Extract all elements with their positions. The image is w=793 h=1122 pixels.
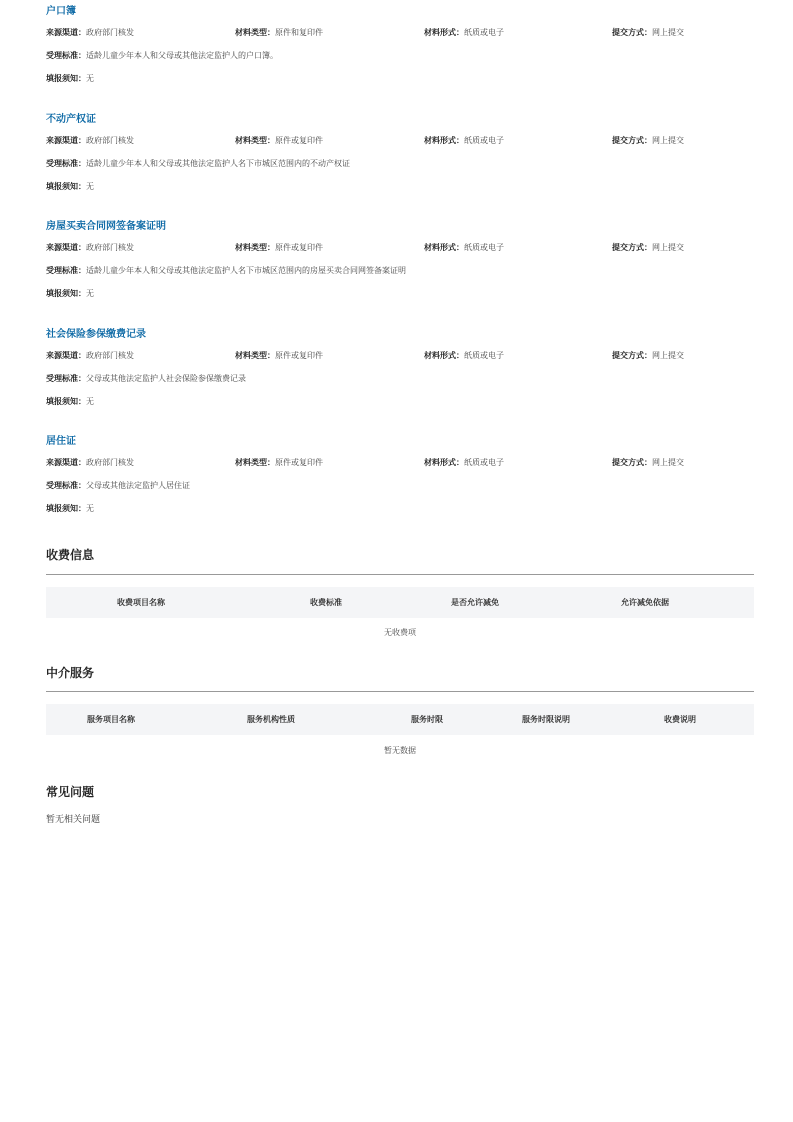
type-field [235, 349, 323, 362]
form-field [424, 456, 504, 469]
notice-value: 无 [86, 504, 94, 513]
standard-label: 受理标准： [46, 481, 86, 490]
form-field [424, 134, 504, 147]
source-field [46, 456, 134, 469]
source-value: 政府部门核发 [86, 350, 134, 360]
form-value: 纸质或电子 [464, 458, 504, 467]
standard-row [46, 372, 246, 385]
source-value: 政府部门核发 [86, 135, 134, 145]
fees-table-header [46, 587, 754, 618]
submit-label: 提交方式： [612, 350, 652, 360]
notice-label: 填报须知： [46, 74, 86, 83]
standard-row [46, 157, 350, 170]
fees-divider [46, 574, 754, 575]
notice-label: 填报须知： [46, 289, 86, 298]
agency-col-header: 服务机构性质 [247, 715, 295, 724]
notice-label: 填报须知： [46, 181, 86, 191]
form-field [424, 26, 504, 39]
material-item [46, 430, 754, 538]
form-field [424, 241, 504, 254]
fees-empty-text: 无收费项 [384, 628, 416, 637]
type-value: 原件或复印件 [275, 135, 323, 145]
standard-value: 适龄儿童少年本人和父母或其他法定监护人名下市城区范围内的不动产权证 [86, 158, 350, 168]
submit-label: 提交方式： [612, 243, 652, 252]
agency-col-header: 服务时限 [411, 715, 443, 724]
material-item [46, 108, 754, 216]
standard-value: 适龄儿童少年本人和父母或其他法定监护人的户口簿。 [86, 51, 278, 60]
agency-col-header: 收费说明 [664, 715, 696, 724]
source-value: 政府部门核发 [86, 243, 134, 252]
submit-value: 网上提交 [652, 28, 684, 37]
submit-value: 网上提交 [652, 243, 684, 252]
material-item [46, 0, 754, 108]
material-meta-row [46, 456, 754, 469]
notice-row [46, 395, 94, 408]
material-title: 房屋买卖合同网签备案证明 [46, 221, 166, 232]
source-field [46, 26, 134, 39]
form-value: 纸质或电子 [464, 28, 504, 37]
notice-value: 无 [86, 181, 94, 191]
material-meta-row [46, 349, 754, 362]
standard-value: 父母或其他法定监护人居住证 [86, 481, 190, 490]
submit-field [612, 26, 684, 39]
submit-value: 网上提交 [652, 350, 684, 360]
standard-label: 受理标准： [46, 266, 86, 275]
source-value: 政府部门核发 [86, 28, 134, 37]
notice-row [46, 72, 94, 85]
material-title: 社会保险参保缴费记录 [46, 328, 146, 340]
standard-value: 适龄儿童少年本人和父母或其他法定监护人名下市城区范围内的房屋买卖合同网签备案证明 [86, 266, 406, 275]
type-field [235, 134, 323, 147]
notice-value: 无 [86, 289, 94, 298]
type-label: 材料类型： [235, 135, 275, 145]
material-title: 居住证 [46, 436, 76, 447]
notice-label: 填报须知： [46, 504, 86, 513]
notice-value: 无 [86, 396, 94, 406]
type-label: 材料类型： [235, 458, 275, 467]
faq-section-title: 常见问题 [46, 785, 95, 799]
source-label: 来源渠道： [46, 243, 86, 252]
form-value: 纸质或电子 [464, 243, 504, 252]
agency-section-title: 中介服务 [46, 666, 95, 680]
material-meta-row [46, 134, 754, 147]
type-value: 原件和复印件 [275, 28, 323, 37]
source-label: 来源渠道： [46, 350, 86, 360]
submit-value: 网上提交 [652, 458, 684, 467]
standard-label: 受理标准： [46, 373, 86, 383]
agency-col-header: 服务项目名称 [87, 715, 135, 724]
submit-field [612, 241, 684, 254]
type-field [235, 456, 323, 469]
form-label: 材料形式： [424, 135, 464, 145]
fees-section-title: 收费信息 [46, 548, 95, 562]
form-label: 材料形式： [424, 243, 464, 252]
material-meta-row [46, 26, 754, 39]
material-meta-row [46, 241, 754, 254]
form-label: 材料形式： [424, 350, 464, 360]
material-title: 户口簿 [46, 6, 76, 17]
type-value: 原件或复印件 [275, 350, 323, 360]
submit-field [612, 134, 684, 147]
source-field [46, 241, 134, 254]
form-label: 材料形式： [424, 28, 464, 37]
standard-row [46, 49, 278, 62]
submit-value: 网上提交 [652, 135, 684, 145]
submit-label: 提交方式： [612, 28, 652, 37]
source-label: 来源渠道： [46, 458, 86, 467]
form-value: 纸质或电子 [464, 135, 504, 145]
type-value: 原件或复印件 [275, 458, 323, 467]
agency-col-header: 服务时限说明 [522, 715, 570, 724]
form-field [424, 349, 504, 362]
fees-col-header: 收费标准 [310, 598, 342, 607]
standard-label: 受理标准： [46, 51, 86, 60]
fees-col-header: 是否允许减免 [451, 598, 499, 607]
submit-field [612, 456, 684, 469]
agency-empty-text: 暂无数据 [384, 746, 416, 755]
faq-empty-text: 暂无相关问题 [46, 815, 101, 825]
standard-row [46, 264, 406, 277]
material-title: 不动产权证 [46, 113, 96, 125]
type-label: 材料类型： [235, 28, 275, 37]
form-label: 材料形式： [424, 458, 464, 467]
source-field [46, 134, 134, 147]
notice-row [46, 287, 94, 300]
type-value: 原件或复印件 [275, 243, 323, 252]
standard-row [46, 479, 190, 492]
fees-col-header: 允许减免依据 [621, 598, 669, 607]
notice-label: 填报须知： [46, 396, 86, 406]
source-label: 来源渠道： [46, 135, 86, 145]
submit-field [612, 349, 684, 362]
fees-col-header: 收费项目名称 [117, 598, 165, 607]
submit-label: 提交方式： [612, 135, 652, 145]
materials-list [46, 0, 754, 538]
notice-row [46, 502, 94, 515]
standard-value: 父母或其他法定监护人社会保险参保缴费记录 [86, 373, 246, 383]
source-value: 政府部门核发 [86, 458, 134, 467]
source-field [46, 349, 134, 362]
notice-value: 无 [86, 74, 94, 83]
type-label: 材料类型： [235, 350, 275, 360]
notice-row [46, 180, 94, 193]
submit-label: 提交方式： [612, 458, 652, 467]
agency-divider [46, 691, 754, 692]
type-field [235, 241, 323, 254]
material-item [46, 323, 754, 431]
form-value: 纸质或电子 [464, 350, 504, 360]
type-label: 材料类型： [235, 243, 275, 252]
type-field [235, 26, 323, 39]
material-item [46, 215, 754, 323]
standard-label: 受理标准： [46, 158, 86, 168]
source-label: 来源渠道： [46, 28, 86, 37]
agency-table-header [46, 704, 754, 735]
